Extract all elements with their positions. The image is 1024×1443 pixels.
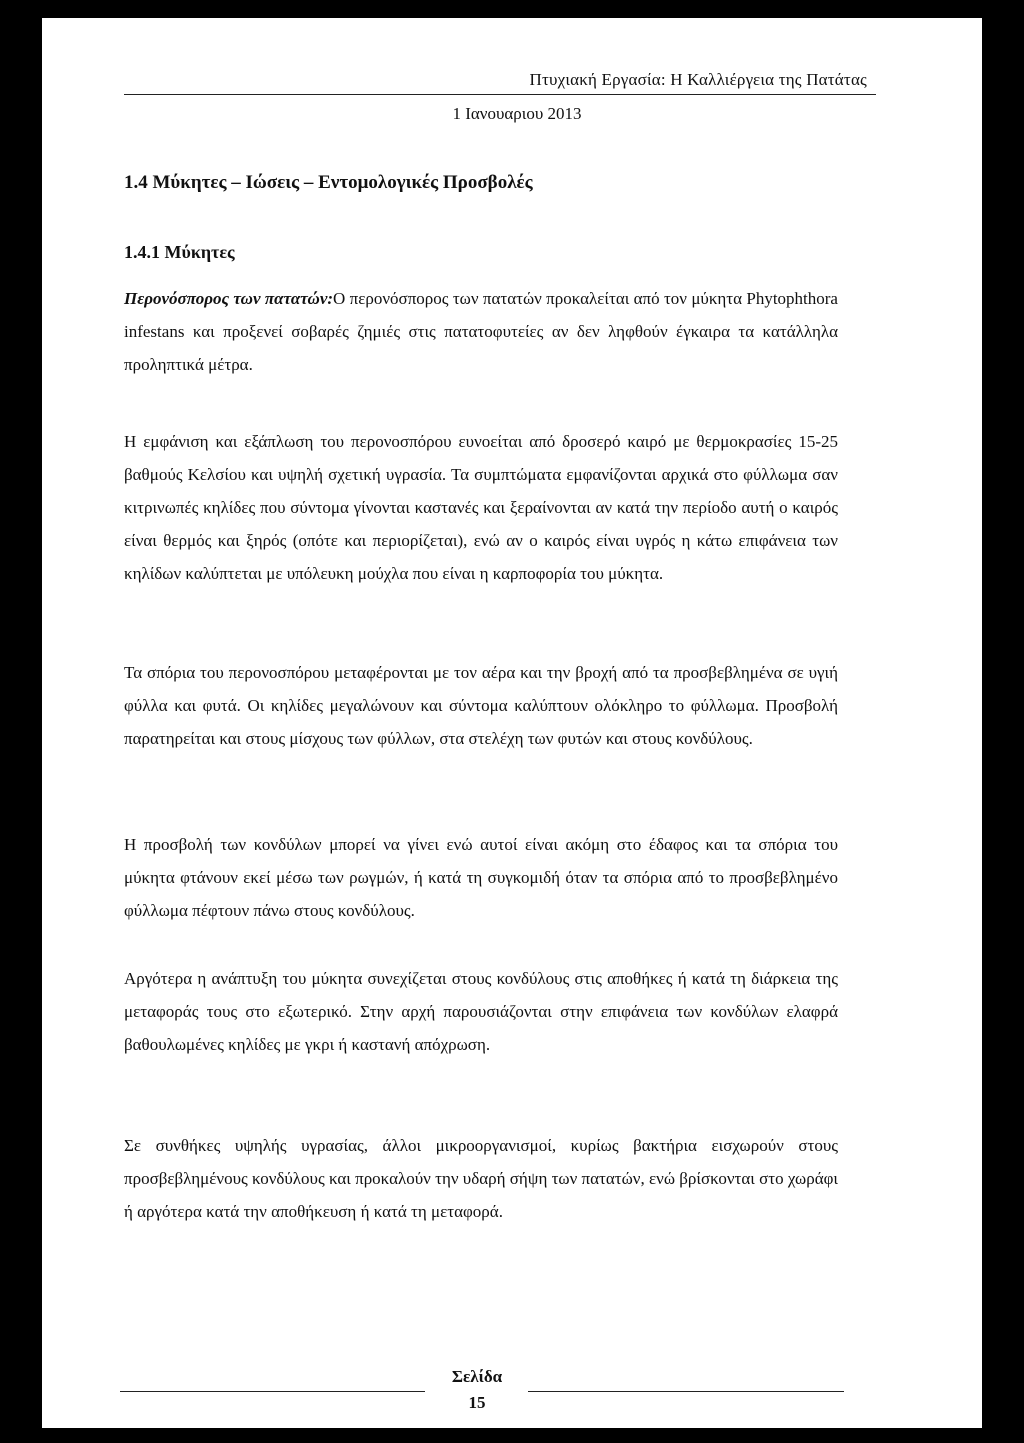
paragraph-1-lead: Περονόσπορος των πατατών: — [124, 289, 334, 308]
header-date: 1 Ιανουαριου 2013 — [452, 104, 582, 123]
page-number: 15 — [468, 1393, 486, 1412]
section-heading: 1.4 Μύκητες – Ιώσεις – Εντομολογικές Προσβολές — [124, 172, 533, 193]
paragraph-5: Αργότερα η ανάπτυξη του μύκητα συνεχίζεται στους κονδύλους στις αποθήκες ή κατά τη διάρκεια της μεταφοράς τους στο εξωτερικό. Στην αρχή παρουσιάζονται στην επιφάνεια των κονδύλων ελαφρά βαθουλωμένες κηλίδες με γκρι ή καστανή απόχρωση. — [124, 969, 838, 1054]
paragraph-1 — [124, 282, 838, 381]
header-divider — [124, 94, 876, 95]
document-page — [42, 18, 982, 1428]
footer-divider-right — [528, 1391, 844, 1392]
page-label: Σελίδα — [451, 1367, 503, 1386]
page-number-block — [427, 1364, 527, 1416]
paragraph-6: Σε συνθήκες υψηλής υγρασίας, άλλοι μικροοργανισμοί, κυρίως βακτήρια εισχωρούν στους προσβεβλημένους κονδύλους και προκαλούν την υδαρή σήψη των πατατών, ενώ βρίσκονται στο χωράφι ή αργότερα κατά την αποθήκευση ή κατά τη μεταφορά. — [124, 1136, 838, 1221]
paragraph-2: Η εμφάνιση και εξάπλωση του περονοσπόρου ευνοείται από δροσερό καιρό με θερμοκρασίες 15-25 βαθμούς Κελσίου και υψηλή σχετική υγρασία. Τα συμπτώματα εμφανίζονται αρχικά στο φύλλωμα σαν κιτρινωπές κηλίδες που σύντομα γίνονται καστανές και ξεραίνονται αν κατά την περίοδο αυτή ο καιρός είναι θερμός και ξηρός (οπότε και περιορίζεται), ενώ αν ο καιρός είναι υγρός η κάτω επιφάνεια των κηλίδων καλύπτεται με υπόλευκη μούχλα που είναι η καρποφορία του μύκητα. — [124, 432, 838, 583]
paragraph-1-text: Ο περονόσπορος των πατατών προκαλείται από τον μύκητα Phytophthora infestans και προξενεί σοβαρές ζημιές στις πατατοφυτείες αν δεν ληφθούν έγκαιρα τα κατάλληλα προληπτικά μέτρα. — [124, 289, 838, 374]
header-title: Πτυχιακή Εργασία: Η Καλλιέργεια της Πατάτας — [529, 70, 867, 89]
paragraph-4: Η προσβολή των κονδύλων μπορεί να γίνει ενώ αυτοί είναι ακόμη στο έδαφος και τα σπόρια του μύκητα φτάνουν εκεί μέσω των ρωγμών, ή κατά τη συγκομιδή όταν τα σπόρια από το προσβεβλημένο φύλλωμα πέφτουν πάνω στους κονδύλους. — [124, 835, 838, 920]
footer-divider-left — [120, 1391, 425, 1392]
paragraph-3: Τα σπόρια του περονοσπόρου μεταφέρονται με τον αέρα και την βροχή από τα προσβεβλημένα σε υγιή φύλλα και φυτά. Οι κηλίδες μεγαλώνουν και σύντομα καλύπτουν ολόκληρο το φύλλωμα. Προσβολή παρατηρείται και στους μίσχους των φύλλων, στα στελέχη των φυτών και στους κονδύλους. — [124, 663, 838, 748]
subsection-heading: 1.4.1 Μύκητες — [124, 242, 235, 262]
